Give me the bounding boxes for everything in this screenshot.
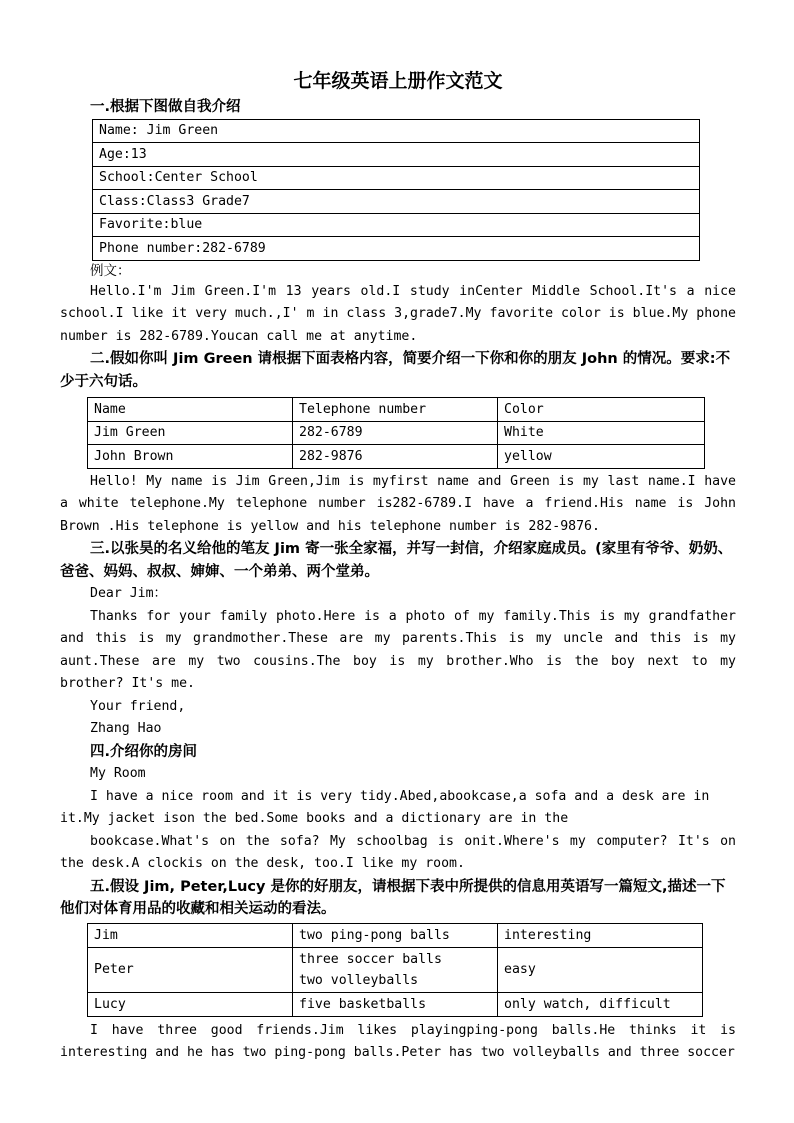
- table-cell: White: [498, 421, 705, 445]
- section-4-paragraph-1: I have a nice room and it is very tidy.Abed,abookcase,a sofa and a desk are in it.My jacket ison the bed.Some books and a dictionary are in the: [60, 788, 710, 826]
- header-cell: Color: [498, 398, 705, 422]
- table-row: [93, 119, 700, 143]
- section-3-heading: 三.以张昊的名义给他的笔友 Jim 寄一张全家福，并写一封信，介绍家庭成员。(家里有爷爷、奶奶、爸爸、妈妈、叔叔、婶婶、一个弟弟、两个堂弟。: [60, 541, 733, 580]
- item-text: two ping-pong balls: [299, 927, 450, 943]
- letter-greeting: Dear Jim：: [90, 586, 167, 601]
- table-row: [93, 213, 700, 237]
- table-cell: interesting: [498, 923, 703, 947]
- table-cell: [293, 923, 498, 947]
- table-cell: Favorite:blue: [93, 213, 700, 237]
- header-cell: Name: [88, 398, 293, 422]
- table-row: [88, 992, 703, 1016]
- example-label: 例文：: [90, 262, 131, 279]
- table-cell: 282-6789: [293, 421, 498, 445]
- table-row: [88, 923, 703, 947]
- table-cell: Class:Class3 Grade7: [93, 190, 700, 214]
- item-text: two volleyballs: [299, 972, 419, 988]
- item-text: five basketballs: [299, 996, 427, 1012]
- document-page: [60, 66, 736, 1065]
- table-row: [88, 445, 705, 469]
- table-cell: 282-9876: [293, 445, 498, 469]
- section-3-paragraph: Thanks for your family photo.Here is a photo of my family.This is my grandfather and this is my grandmother.These are my parents.This is my uncle and this is my aunt.These are my two cousins.The boy is my brother.Who is the boy next to my brother? It's me.: [60, 608, 736, 691]
- room-subtitle: My Room: [90, 766, 146, 781]
- section-5-heading: 五.假设 Jim, Peter,Lucy 是你的好朋友，请根据下表中所提供的信息用英语写一篇短文,描述一下他们对体育用品的收藏和相关运动的看法。: [60, 878, 726, 917]
- table-cell: [293, 992, 498, 1016]
- table-cell: Lucy: [88, 992, 293, 1016]
- section-2-heading: 二.假如你叫 Jim Green 请根据下面表格内容，简要介绍一下你和你的朋友 John 的情况。要求:不少于六句话。: [60, 351, 731, 390]
- table-cell: Peter: [88, 947, 293, 992]
- contact-table: [87, 397, 705, 469]
- profile-table: [92, 119, 700, 261]
- header-cell: Telephone number: [293, 398, 498, 422]
- table-row: [88, 421, 705, 445]
- page-title: 七年级英语上册作文范文: [293, 70, 503, 92]
- table-row: [88, 947, 703, 992]
- table-cell: Age:13: [93, 143, 700, 167]
- table-cell: yellow: [498, 445, 705, 469]
- table-cell: John Brown: [88, 445, 293, 469]
- table-row: [93, 237, 700, 261]
- table-row: [93, 166, 700, 190]
- table-cell: only watch, difficult: [498, 992, 703, 1016]
- section-2-paragraph: Hello! My name is Jim Green,Jim is myfirst name and Green is my last name.I have a white telephone.My telephone number is282-6789.I have a friend.His name is John Brown .His telephone is yellow and his telephone number is 282-9876.: [60, 473, 736, 534]
- table-cell: Phone number:282-6789: [93, 237, 700, 261]
- table-cell: [293, 947, 498, 992]
- table-cell: School:Center School: [93, 166, 700, 190]
- section-4-paragraph-2: bookcase.What's on the sofa? My schoolbag is onit.Where's my computer? It's on the desk.A clockis on the desk, too.I like my room.: [60, 833, 736, 871]
- letter-signature: Zhang Hao: [90, 721, 162, 736]
- item-text: three soccer balls: [299, 951, 442, 967]
- table-cell: Jim Green: [88, 421, 293, 445]
- table-header-row: [88, 398, 705, 422]
- section-1-heading: 一.根据下图做自我介绍: [90, 99, 241, 115]
- section-4-heading: 四.介绍你的房间: [90, 743, 198, 760]
- table-cell: easy: [498, 947, 703, 992]
- section-1-paragraph: Hello.I'm Jim Green.I'm 13 years old.I study inCenter Middle School.It's a nice school.I like it very much.,I' m in class 3,grade7.My favorite color is blue.My phone number is 282-6789.Youcan call me at anytime.: [60, 283, 736, 344]
- table-cell: Jim: [88, 923, 293, 947]
- table-cell: Name: Jim Green: [93, 119, 700, 143]
- letter-closing: Your friend,: [90, 698, 186, 714]
- table-row: [93, 190, 700, 214]
- sports-table: [87, 923, 703, 1017]
- table-row: [93, 143, 700, 167]
- section-5-paragraph: I have three good friends.Jim likes playingping-pong balls.He thinks it is interesting and he has two ping-pong balls.Peter has two volleyballs and three soccer: [60, 1022, 736, 1060]
